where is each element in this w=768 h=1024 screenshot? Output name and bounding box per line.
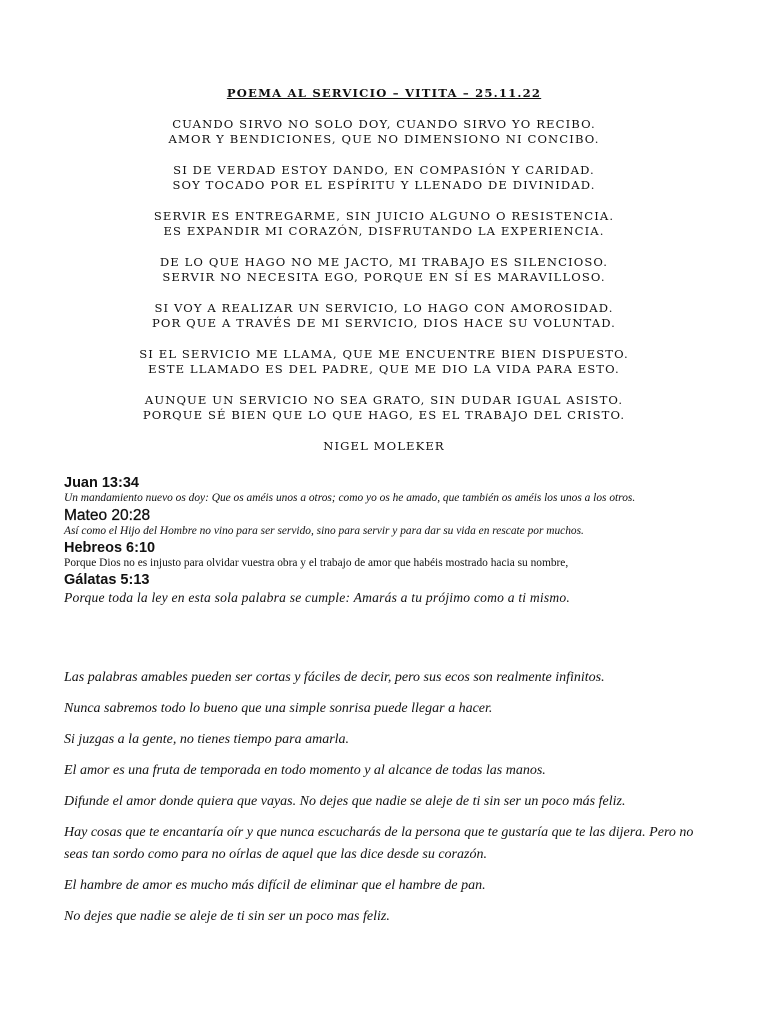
poem-stanza xyxy=(0,393,768,423)
poem-line: ES EXPANDIR MI CORAZÓN, DISFRUTANDO LA EXPERIENCIA. xyxy=(163,224,605,238)
verse-reference: Gálatas 5:13 xyxy=(64,572,150,588)
poem-line: SI VOY A REALIZAR UN SERVICIO, LO HAGO CON AMOROSIDAD. xyxy=(154,301,614,315)
poem-stanza xyxy=(0,347,768,377)
quote-item: No dejes que nadie se aleje de ti sin ser un poco mas feliz. xyxy=(64,909,390,924)
quote-item: El hambre de amor es mucho más difícil de eliminar que el hambre de pan. xyxy=(64,878,486,893)
verse-reference: Mateo 20:28 xyxy=(64,507,151,524)
bible-verses-section xyxy=(64,474,704,607)
quote-item: Si juzgas a la gente, no tienes tiempo para amarla. xyxy=(64,732,350,747)
poem-section xyxy=(0,86,768,454)
poem-line: AMOR Y BENDICIONES, QUE NO DIMENSIONO NI CONCIBO. xyxy=(168,132,600,146)
poem-line: DE LO QUE HAGO NO ME JACTO, MI TRABAJO ES SILENCIOSO. xyxy=(159,255,609,269)
quotes-section xyxy=(64,667,704,937)
poem-line: POR QUE A TRAVÉS DE MI SERVICIO, DIOS HACE SU VOLUNTAD. xyxy=(152,316,616,330)
quote-item: Las palabras amables pueden ser cortas y fáciles de decir, pero sus ecos son realmente infinitos. xyxy=(64,670,605,685)
poem-stanza xyxy=(0,209,768,239)
poem-stanza xyxy=(0,301,768,331)
poem-stanza xyxy=(0,163,768,193)
poem-line: SI DE VERDAD ESTOY DANDO, EN COMPASIÓN Y CARIDAD. xyxy=(173,163,595,177)
quote-item: Difunde el amor donde quiera que vayas. No dejes que nadie se aleje de ti sin ser un poco más feliz. xyxy=(64,794,626,809)
verse-text: Porque Dios no es injusto para olvidar vuestra obra y el trabajo de amor que habéis mostrado hacia su nombre, xyxy=(64,557,569,569)
poem-stanza xyxy=(0,255,768,285)
verse-reference: Juan 13:34 xyxy=(64,475,139,491)
poem-stanza xyxy=(0,117,768,147)
poem-author: NIGEL MOLEKER xyxy=(323,439,445,453)
verse-text: Un mandamiento nuevo os doy: Que os améis unos a otros; como yo os he amado, que también os améis los unos a los otros. xyxy=(64,492,636,504)
quote-item: Hay cosas que te encantaría oír y que nunca escucharás de la persona que te gustaría que te las dijera. Pero no seas tan sordo como para no oírlas de aquel que las dice desde su corazón. xyxy=(64,825,694,862)
quote-item: El amor es una fruta de temporada en todo momento y al alcance de todas las manos. xyxy=(64,763,546,778)
quote-item: Nunca sabremos todo lo bueno que una simple sonrisa puede llegar a hacer. xyxy=(64,701,493,716)
poem-line: SI EL SERVICIO ME LLAMA, QUE ME ENCUENTRE BIEN DISPUESTO. xyxy=(139,347,629,361)
verse-text: Porque toda la ley en esta sola palabra se cumple: Amarás a tu prójimo como a ti mismo. xyxy=(64,590,570,605)
poem-line: SERVIR NO NECESITA EGO, PORQUE EN SÍ ES MARAVILLOSO. xyxy=(162,270,606,284)
poem-line: SERVIR ES ENTREGARME, SIN JUICIO ALGUNO O RESISTENCIA. xyxy=(153,209,615,223)
poem-line: CUANDO SIRVO NO SOLO DOY, CUANDO SIRVO YO RECIBO. xyxy=(172,117,596,131)
verse-reference: Hebreos 6:10 xyxy=(64,540,156,556)
verse-text: Así como el Hijo del Hombre no vino para ser servido, sino para servir y para dar su vida en rescate por muchos. xyxy=(64,525,584,537)
poem-line: ESTE LLAMADO ES DEL PADRE, QUE ME DIO LA VIDA PARA ESTO. xyxy=(148,362,620,376)
poem-line: AUNQUE UN SERVICIO NO SEA GRATO, SIN DUDAR IGUAL ASISTO. xyxy=(144,393,624,407)
poem-title: POEMA AL SERVICIO – VITITA – 25.11.22 xyxy=(226,86,542,100)
poem-line: SOY TOCADO POR EL ESPÍRITU Y LLENADO DE DIVINIDAD. xyxy=(172,178,596,192)
poem-line: PORQUE SÉ BIEN QUE LO QUE HAGO, ES EL TRABAJO DEL CRISTO. xyxy=(142,408,626,422)
